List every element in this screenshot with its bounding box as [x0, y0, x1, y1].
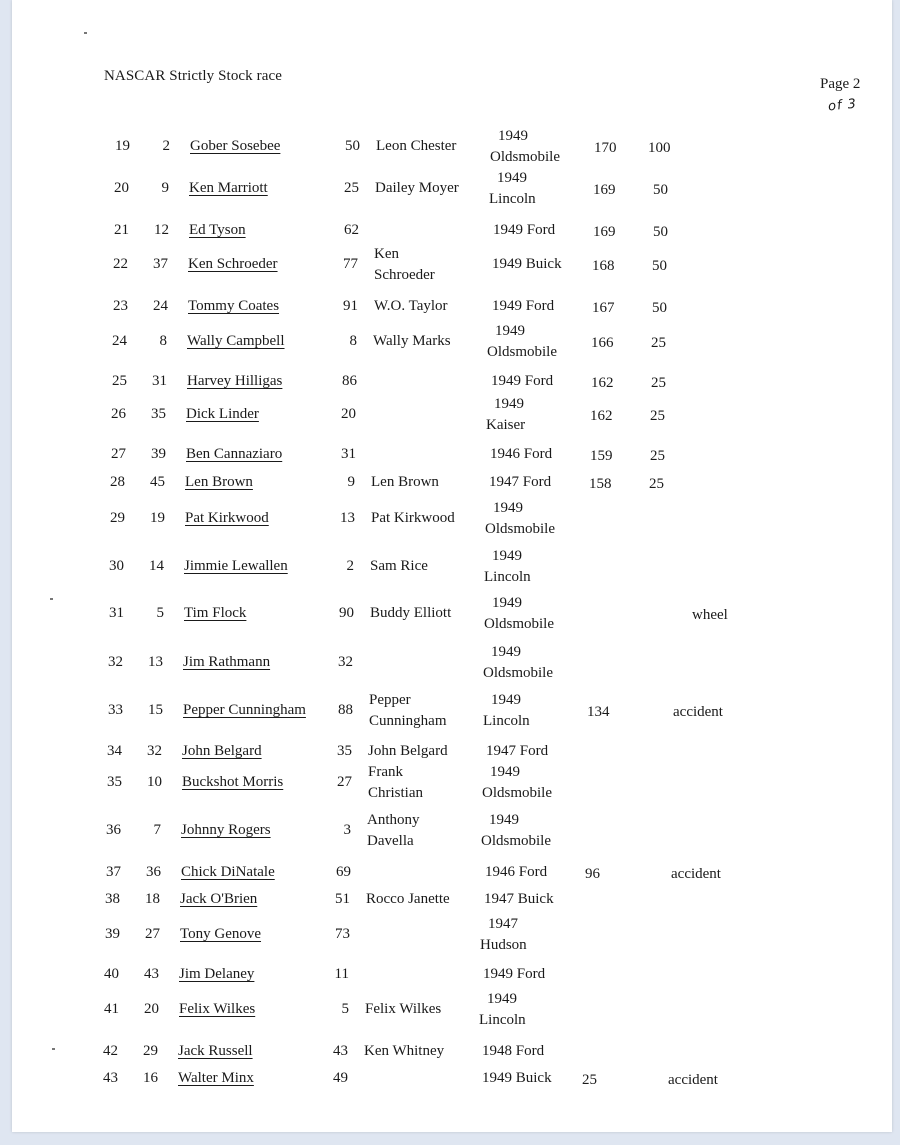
driver-name: Ken Marriott — [189, 180, 268, 196]
driver-name: Ben Cannaziaro — [186, 446, 283, 462]
driver-name: Walter Minx — [178, 1070, 254, 1086]
finish-status: accident — [671, 866, 721, 882]
start-position: 12 — [154, 222, 169, 238]
start-position: 13 — [148, 654, 163, 670]
start-position: 45 — [150, 474, 165, 490]
car-make: Lincoln — [484, 569, 531, 585]
laps-completed: 134 — [587, 704, 610, 720]
finish-position: 24 — [112, 333, 127, 349]
finish-position: 43 — [103, 1070, 118, 1086]
car-make: Lincoln — [489, 191, 536, 207]
car-make: 1946 Ford — [490, 446, 553, 462]
laps-completed: 162 — [590, 408, 613, 424]
car-owner: Schroeder — [374, 267, 435, 283]
car-number: 31 — [341, 446, 356, 462]
driver-name: Tony Genove — [180, 926, 262, 942]
car-make: Oldsmobile — [484, 616, 554, 632]
scan-speck — [52, 1048, 55, 1050]
finish-position: 29 — [110, 510, 125, 526]
prize-money: 25 — [651, 375, 666, 391]
car-owner: Sam Rice — [370, 558, 428, 574]
car-make: Kaiser — [486, 417, 526, 433]
laps-completed: 158 — [589, 476, 612, 492]
finish-status: wheel — [692, 607, 728, 623]
car-make: 1949 Ford — [492, 298, 555, 314]
car-make: Oldsmobile — [487, 344, 557, 360]
driver-name: Tim Flock — [184, 605, 247, 621]
driver-name: Jim Delaney — [179, 966, 255, 982]
car-owner: Frank — [368, 764, 403, 780]
car-owner: Anthony — [367, 812, 420, 828]
car-make: Hudson — [480, 937, 527, 953]
scan-speck — [84, 32, 87, 34]
car-number: 69 — [336, 864, 351, 880]
driver-name: Ed Tyson — [189, 222, 246, 238]
finish-position: 34 — [107, 743, 122, 759]
laps-completed: 96 — [585, 866, 600, 882]
driver-name: John Belgard — [182, 743, 262, 759]
prize-money: 100 — [648, 140, 671, 156]
document-page — [12, 0, 892, 1132]
document-title: NASCAR Strictly Stock race — [104, 68, 283, 84]
car-number: 77 — [343, 256, 358, 272]
finish-position: 38 — [105, 891, 120, 907]
laps-completed: 166 — [591, 335, 614, 351]
car-make: 1949 Ford — [493, 222, 556, 238]
finish-position: 41 — [104, 1001, 119, 1017]
car-number: 3 — [343, 822, 351, 838]
car-make: 1949 Ford — [491, 373, 554, 389]
car-number: 49 — [333, 1070, 348, 1086]
start-position: 19 — [150, 510, 165, 526]
finish-position: 28 — [110, 474, 125, 490]
car-year: 1949 — [490, 764, 520, 780]
car-owner: Pat Kirkwood — [371, 510, 455, 526]
prize-money: 25 — [650, 408, 665, 424]
car-year: 1949 — [492, 595, 522, 611]
car-year: 1949 — [494, 396, 524, 412]
car-make: Oldsmobile — [482, 785, 552, 801]
car-owner: Cunningham — [369, 713, 447, 729]
finish-position: 30 — [109, 558, 124, 574]
car-owner: Rocco Janette — [366, 891, 450, 907]
finish-position: 23 — [113, 298, 128, 314]
prize-money: 25 — [649, 476, 664, 492]
car-make: Oldsmobile — [485, 521, 555, 537]
prize-money: 25 — [651, 335, 666, 351]
start-position: 9 — [161, 180, 169, 196]
start-position: 35 — [151, 406, 166, 422]
prize-money: 50 — [653, 224, 668, 240]
driver-name: Tommy Coates — [188, 298, 280, 314]
car-owner: Ken — [374, 246, 399, 262]
car-number: 62 — [344, 222, 359, 238]
page-number: Page 2 — [820, 76, 861, 92]
finish-position: 40 — [104, 966, 119, 982]
start-position: 32 — [147, 743, 162, 759]
start-position: 2 — [162, 138, 170, 154]
car-number: 13 — [340, 510, 355, 526]
car-number: 43 — [333, 1043, 348, 1059]
finish-position: 21 — [114, 222, 129, 238]
car-number: 8 — [349, 333, 357, 349]
finish-position: 26 — [111, 406, 126, 422]
finish-position: 35 — [107, 774, 122, 790]
driver-name: Harvey Hilligas — [187, 373, 283, 389]
car-number: 20 — [341, 406, 356, 422]
car-make: Lincoln — [483, 713, 530, 729]
finish-position: 25 — [112, 373, 127, 389]
laps-completed: 170 — [594, 140, 617, 156]
driver-name: Felix Wilkes — [179, 1001, 256, 1017]
start-position: 10 — [147, 774, 162, 790]
scan-speck — [50, 598, 53, 600]
car-number: 2 — [346, 558, 354, 574]
car-number: 90 — [339, 605, 354, 621]
finish-position: 42 — [103, 1043, 118, 1059]
finish-position: 31 — [109, 605, 124, 621]
finish-position: 22 — [113, 256, 128, 272]
start-position: 24 — [153, 298, 168, 314]
start-position: 36 — [146, 864, 161, 880]
finish-status: accident — [668, 1072, 718, 1088]
laps-completed: 169 — [593, 182, 616, 198]
start-position: 37 — [153, 256, 168, 272]
start-position: 39 — [151, 446, 166, 462]
start-position: 8 — [159, 333, 167, 349]
driver-name: Chick DiNatale — [181, 864, 275, 880]
driver-name: Jack O'Brien — [180, 891, 258, 907]
finish-position: 32 — [108, 654, 123, 670]
car-owner: Christian — [368, 785, 423, 801]
finish-status: accident — [673, 704, 723, 720]
car-year: 1949 — [492, 548, 522, 564]
driver-name: Jack Russell — [178, 1043, 253, 1059]
car-owner: Leon Chester — [376, 138, 457, 154]
car-owner: Dailey Moyer — [375, 180, 459, 196]
car-owner: Pepper — [369, 692, 411, 708]
car-number: 11 — [334, 966, 349, 982]
driver-name: Buckshot Morris — [182, 774, 284, 790]
laps-completed: 167 — [592, 300, 615, 316]
start-position: 18 — [145, 891, 160, 907]
driver-name: Jimmie Lewallen — [184, 558, 288, 574]
start-position: 20 — [144, 1001, 159, 1017]
driver-name: Pepper Cunningham — [183, 702, 306, 718]
car-number: 51 — [335, 891, 350, 907]
driver-name: Wally Campbell — [187, 333, 285, 349]
car-make: Oldsmobile — [490, 149, 560, 165]
car-year: 1949 — [493, 500, 523, 516]
finish-position: 36 — [106, 822, 121, 838]
car-year: 1949 — [498, 128, 528, 144]
car-number: 35 — [337, 743, 352, 759]
start-position: 31 — [152, 373, 167, 389]
finish-position: 39 — [105, 926, 120, 942]
laps-completed: 162 — [591, 375, 614, 391]
car-owner: Wally Marks — [373, 333, 451, 349]
handwritten-note: of 3 — [827, 96, 858, 115]
driver-name: Gober Sosebee — [190, 138, 281, 154]
car-number: 5 — [341, 1001, 349, 1017]
start-position: 15 — [148, 702, 163, 718]
car-number: 91 — [343, 298, 358, 314]
car-make: 1947 Ford — [489, 474, 552, 490]
car-make: 1947 Buick — [484, 891, 554, 907]
laps-completed: 168 — [592, 258, 615, 274]
prize-money: 50 — [652, 300, 667, 316]
driver-name: Len Brown — [185, 474, 253, 490]
car-number: 25 — [344, 180, 359, 196]
car-year: 1949 — [487, 991, 517, 1007]
car-make: 1949 Buick — [492, 256, 562, 272]
prize-money: 50 — [653, 182, 668, 198]
finish-position: 33 — [108, 702, 123, 718]
car-year: 1947 — [488, 916, 518, 932]
finish-position: 37 — [106, 864, 121, 880]
car-year: 1949 — [491, 644, 521, 660]
car-make: Lincoln — [479, 1012, 526, 1028]
driver-name: Pat Kirkwood — [185, 510, 269, 526]
start-position: 5 — [156, 605, 164, 621]
car-owner: John Belgard — [368, 743, 448, 759]
driver-name: Jim Rathmann — [183, 654, 271, 670]
finish-position: 19 — [115, 138, 130, 154]
driver-name: Johnny Rogers — [181, 822, 271, 838]
car-number: 50 — [345, 138, 360, 154]
car-number: 27 — [337, 774, 352, 790]
car-make: 1948 Ford — [482, 1043, 545, 1059]
laps-completed: 25 — [582, 1072, 597, 1088]
car-year: 1949 — [489, 812, 519, 828]
car-make: Oldsmobile — [483, 665, 553, 681]
car-number: 86 — [342, 373, 357, 389]
car-owner: Len Brown — [371, 474, 439, 490]
car-owner: Felix Wilkes — [365, 1001, 442, 1017]
car-make: 1947 Ford — [486, 743, 549, 759]
car-year: 1949 — [497, 170, 527, 186]
car-number: 73 — [335, 926, 350, 942]
start-position: 27 — [145, 926, 160, 942]
prize-money: 50 — [652, 258, 667, 274]
car-owner: Buddy Elliott — [370, 605, 452, 621]
start-position: 29 — [143, 1043, 158, 1059]
car-number: 88 — [338, 702, 353, 718]
start-position: 7 — [153, 822, 161, 838]
car-owner: W.O. Taylor — [374, 298, 448, 314]
prize-money: 25 — [650, 448, 665, 464]
start-position: 43 — [144, 966, 159, 982]
car-year: 1949 — [491, 692, 521, 708]
driver-name: Ken Schroeder — [188, 256, 278, 272]
car-make: 1949 Ford — [483, 966, 546, 982]
car-make: Oldsmobile — [481, 833, 551, 849]
finish-position: 20 — [114, 180, 129, 196]
start-position: 14 — [149, 558, 164, 574]
start-position: 16 — [143, 1070, 158, 1086]
car-year: 1949 — [495, 323, 525, 339]
car-number: 32 — [338, 654, 353, 670]
laps-completed: 159 — [590, 448, 613, 464]
laps-completed: 169 — [593, 224, 616, 240]
driver-name: Dick Linder — [186, 406, 259, 422]
car-make: 1946 Ford — [485, 864, 548, 880]
car-number: 9 — [347, 474, 355, 490]
car-owner: Ken Whitney — [364, 1043, 445, 1059]
car-make: 1949 Buick — [482, 1070, 552, 1086]
finish-position: 27 — [111, 446, 126, 462]
car-owner: Davella — [367, 833, 414, 849]
